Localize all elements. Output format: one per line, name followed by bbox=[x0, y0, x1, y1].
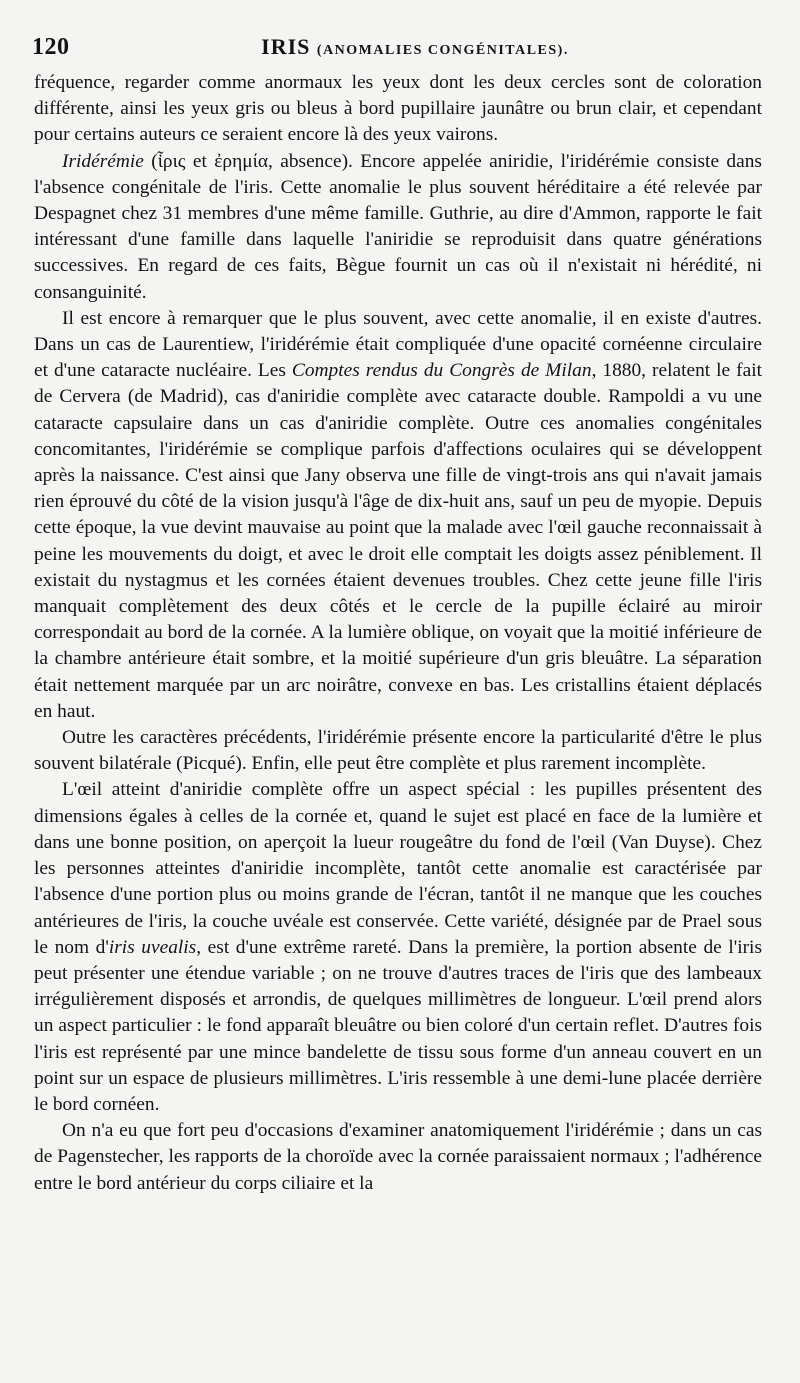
paragraph-3 bbox=[34, 306, 762, 725]
running-title-main: IRIS bbox=[261, 34, 311, 59]
citation-congres-milan: Comptes rendus du Congrès de Milan bbox=[291, 360, 592, 382]
paragraph-5 bbox=[34, 777, 762, 1118]
greek-etymology: (ἶρις et ἐρημία, absence). bbox=[143, 150, 361, 172]
paragraph-5-text-a: L'œil atteint d'aniridie complète offre un aspect spécial : les pupilles présentent des dimensions égales à celles de la cornée et, quand le sujet est placé en face de la lumière et dans une bonne position, on aperçoit la lueur rougeâtre du fond de l'œil (Van Duyse). Chez les personnes atteintes d'aniridie incomplète, tantôt cette anomalie est caractérisée par l'absence d'une portion plus ou moins grande de l'écran, tantôt il ne manque que les couches antérieures de l'iris, la couche uvéale est conservée. Cette variété, désignée par de Prael sous le nom d' bbox=[34, 779, 762, 958]
paragraph-2-body: Encore appelée aniridie, l'iridérémie consiste dans l'absence congénitale de l'iris. Cette anomalie le plus souvent héréditaire a été relevée par Despagnet chez 31 membres d'une même famille. Guthrie, au dire d'Ammon, rapporte le fait intéressant d'une famille dans laquelle l'aniridie se reproduisit dans quatre générations successives. En regard de ces faits, Bègue fournit un cas où il n'existait ni hérédité, ni consanguinité. bbox=[34, 150, 762, 303]
paragraph-3-text-b: , 1880, relatent le fait de Cervera (de Madrid), cas d'aniridie complète avec cataracte double. Rampoldi a vu une cataracte capsulaire dans un cas d'aniridie complète. Outre ces anomalies congénitales concomitantes, l'iridérémie se complique parfois d'affections oculaires qui se développent après la naissance. C'est ainsi que Jany observa une fille de vingt-trois ans qui n'avait jamais rien éprouvé du côté de la vision jusqu'à l'âge de dix-huit ans, sauf un peu de myopie. Depuis cette époque, la vue devint mauvaise au point que la malade avec l'œil gauche reconnaissait à peine les mouvements du doigt, et avec le droit elle comptait les doigts assez péniblement. Il existait du nystagmus et les cornées étaient devenues troubles. Chez cette jeune fille l'iris manquait complètement des deux côtés et le cercle de la pupille éclairé au miroir correspondait au bord de la cornée. A la lumière oblique, on voyait que la moitié inférieure de la chambre antérieure était sombre, et la moitié supérieure d'un gris bleuâtre. La séparation était nettement marquée par un arc noirâtre, convexe en bas. Les cristallins étaient déplacés en haut. bbox=[34, 360, 762, 722]
paragraph-6: On n'a eu que fort peu d'occasions d'examiner anatomiquement l'iridérémie ; dans un cas de Pagenstecher, les rapports de la choroïde avec la cornée paraissaient normaux ; l'adhérence entre le bord antérieur du corps ciliaire et la bbox=[34, 1120, 762, 1194]
paragraph-5-text-b: , est d'une extrême rareté. Dans la première, la portion absente de l'iris peut présenter une étendue variable ; on ne trouve d'autres traces de l'iris que des lambeaux irrégulièrement disposés et arrondis, de quelques millimètres de longueur. L'œil prend alors un aspect particulier : le fond apparaît bleuâtre ou bien coloré d'un certain reflet. D'autres fois l'iris est représenté par une mince bandelette de tissu sous forme d'un anneau couvert en un point sur un espace de plusieurs millimètres. L'iris ressemble à une demi-lune placée derrière le bord cornéen. bbox=[34, 936, 762, 1115]
running-header bbox=[30, 30, 770, 66]
running-title bbox=[30, 34, 770, 60]
paragraph-1: fréquence, regarder comme anormaux les yeux dont les deux cercles sont de coloration différente, ainsi les yeux gris ou bleus à bord pupillaire jaunâtre ou brun clair, et cependant pour certains auteurs ce seraient encore là des yeux vairons. bbox=[34, 72, 762, 146]
page-number: 120 bbox=[32, 34, 70, 60]
term-iridéremie: Iridérémie bbox=[62, 150, 144, 172]
body-text bbox=[34, 70, 762, 1197]
paragraph-3-text-a: Il est encore à remarquer que le plus souvent, avec cette anomalie, il en existe d'autres. Dans un cas de Laurentiew, l'iridérémie était compliquée d'une opacité cornéenne circulaire et d'une cataracte nucléaire. Les bbox=[34, 307, 762, 382]
paragraph-2 bbox=[34, 149, 762, 306]
term-iris-uvealis: iris uvealis bbox=[108, 936, 197, 958]
paragraph-4: Outre les caractères précédents, l'iridérémie présente encore la particularité d'être le plus souvent bilatérale (Picqué). Enfin, elle peut être complète et plus rarement incomplète. bbox=[34, 727, 762, 775]
running-title-sub: (ANOMALIES CONGÉNITALES). bbox=[316, 43, 569, 58]
